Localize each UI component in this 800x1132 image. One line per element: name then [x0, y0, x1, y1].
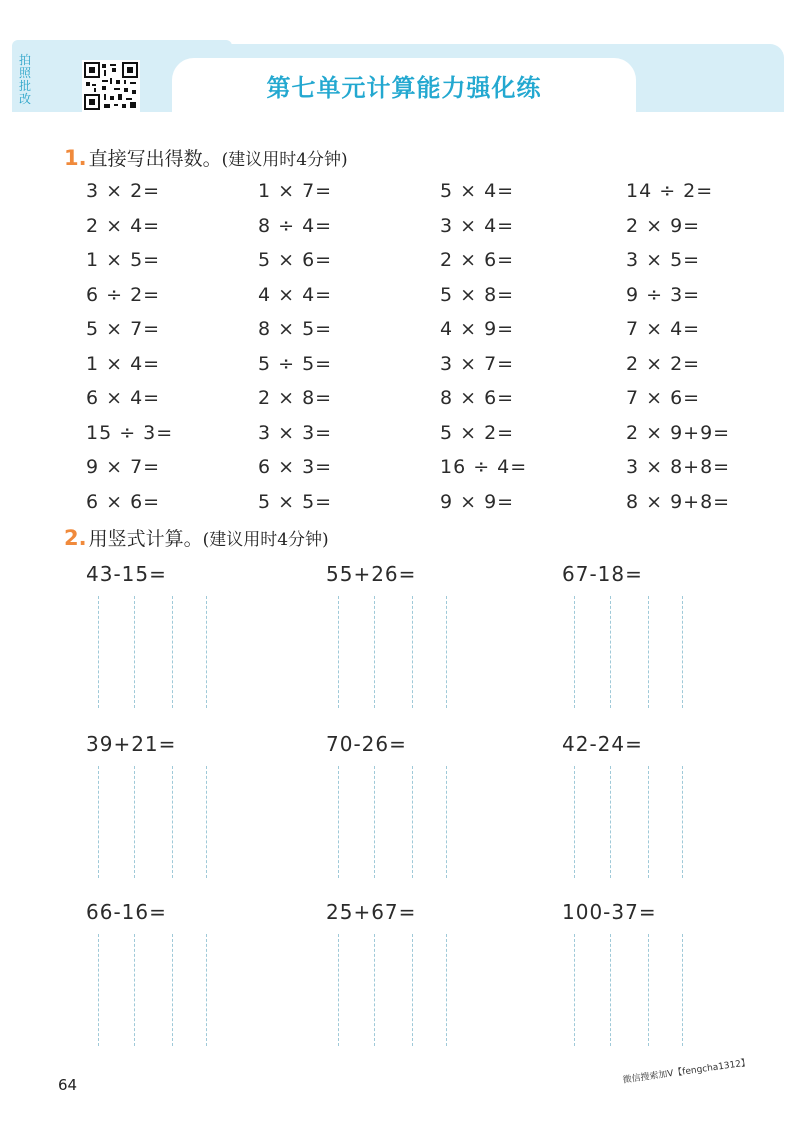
- section-1-hint: (建议用时4分钟): [221, 150, 348, 170]
- vertical-calc-problem: [562, 732, 782, 892]
- qr-side-char: 改: [18, 92, 31, 106]
- qr-code-icon[interactable]: [82, 60, 140, 112]
- oral-problem: 5 × 8=: [440, 283, 515, 306]
- oral-problem: 6 ÷ 2=: [86, 283, 161, 306]
- work-area-guides[interactable]: [574, 766, 684, 878]
- oral-problem: 8 × 9+8=: [626, 490, 731, 513]
- vertical-calc-problem: [326, 732, 546, 892]
- oral-problem: 15 ÷ 3=: [86, 421, 174, 444]
- dashed-guide-line: [446, 596, 447, 708]
- oral-problem: 3 × 5=: [626, 249, 701, 271]
- dashed-guide-line: [338, 934, 339, 1046]
- oral-problem: 5 ÷ 5=: [258, 352, 333, 375]
- oral-problem: 4 × 4=: [258, 283, 333, 306]
- dashed-guide-line: [412, 934, 413, 1046]
- page-number: 64: [58, 1076, 78, 1094]
- vertical-calc-problem: [326, 900, 546, 1060]
- work-area-guides[interactable]: [574, 596, 684, 708]
- oral-problem: 5 × 2=: [440, 421, 515, 444]
- oral-problem: 9 ÷ 3=: [626, 283, 701, 306]
- vertical-calc-expression: 43-15=: [86, 562, 167, 586]
- section-1-label: 直接写出得数。: [88, 148, 222, 170]
- qr-code-graphic: [84, 62, 138, 110]
- dashed-guide-line: [446, 766, 447, 878]
- dashed-guide-line: [206, 766, 207, 878]
- oral-problem: 3 × 7=: [440, 352, 515, 375]
- oral-problem: 7 × 6=: [626, 387, 701, 409]
- vertical-calc-problem: [86, 900, 306, 1060]
- dashed-guide-line: [374, 766, 375, 878]
- oral-problem: 1 × 4=: [86, 352, 161, 375]
- oral-problem: 9 × 7=: [86, 456, 161, 478]
- oral-problem: 3 × 4=: [440, 214, 515, 237]
- oral-problem: 6 × 6=: [86, 490, 161, 513]
- dashed-guide-line: [134, 596, 135, 708]
- vertical-calc-expression: 55+26=: [326, 562, 417, 586]
- oral-problem: 2 × 4=: [86, 214, 161, 237]
- section-2-heading: [64, 524, 329, 551]
- oral-problem: 2 × 8=: [258, 387, 333, 409]
- oral-problem: 1 × 7=: [258, 180, 333, 202]
- vertical-calc-problem: [86, 562, 306, 722]
- dashed-guide-line: [98, 934, 99, 1046]
- work-area-guides[interactable]: [338, 766, 448, 878]
- dashed-guide-line: [412, 766, 413, 878]
- dashed-guide-line: [374, 934, 375, 1046]
- dashed-guide-line: [682, 596, 683, 708]
- dashed-guide-line: [134, 766, 135, 878]
- qr-side-char: 拍: [18, 53, 31, 67]
- dashed-guide-line: [172, 596, 173, 708]
- oral-problem: 16 ÷ 4=: [440, 456, 528, 478]
- dashed-guide-line: [682, 934, 683, 1046]
- vertical-calc-problem: [326, 562, 546, 722]
- dashed-guide-line: [374, 596, 375, 708]
- oral-problem: 2 × 6=: [440, 249, 515, 271]
- work-area-guides[interactable]: [574, 934, 684, 1046]
- dashed-guide-line: [412, 596, 413, 708]
- dashed-guide-line: [172, 934, 173, 1046]
- oral-calculation-grid: [86, 180, 776, 525]
- dashed-guide-line: [648, 766, 649, 878]
- oral-problem: 8 × 5=: [258, 318, 333, 340]
- oral-problem: 2 × 9+9=: [626, 421, 731, 444]
- dashed-guide-line: [98, 766, 99, 878]
- dashed-guide-line: [574, 934, 575, 1046]
- vertical-calc-expression: 100-37=: [562, 900, 657, 924]
- dashed-guide-line: [610, 766, 611, 878]
- dashed-guide-line: [574, 766, 575, 878]
- vertical-calc-expression: 25+67=: [326, 900, 417, 924]
- oral-problem: 9 × 9=: [440, 490, 515, 513]
- section-1-heading: [64, 144, 348, 171]
- dashed-guide-line: [206, 934, 207, 1046]
- oral-problem: 6 × 3=: [258, 456, 333, 478]
- oral-problem: 1 × 5=: [86, 249, 161, 271]
- dashed-guide-line: [338, 766, 339, 878]
- work-area-guides[interactable]: [98, 596, 208, 708]
- dashed-guide-line: [134, 934, 135, 1046]
- oral-problem: 5 × 5=: [258, 490, 333, 513]
- vertical-calc-expression: 67-18=: [562, 562, 643, 586]
- dashed-guide-line: [648, 596, 649, 708]
- vertical-calc-problem: [562, 562, 782, 722]
- dashed-guide-line: [610, 596, 611, 708]
- vertical-calc-expression: 42-24=: [562, 732, 643, 756]
- dashed-guide-line: [682, 766, 683, 878]
- dashed-guide-line: [338, 596, 339, 708]
- dashed-guide-line: [648, 934, 649, 1046]
- dashed-guide-line: [574, 596, 575, 708]
- dashed-guide-line: [98, 596, 99, 708]
- vertical-calc-expression: 70-26=: [326, 732, 407, 756]
- oral-problem: 8 ÷ 4=: [258, 214, 333, 237]
- work-area-guides[interactable]: [98, 766, 208, 878]
- qr-side-char: 照: [18, 66, 31, 80]
- oral-problem: 3 × 2=: [86, 180, 161, 202]
- oral-problem: 5 × 4=: [440, 180, 515, 202]
- work-area-guides[interactable]: [338, 934, 448, 1046]
- title-banner: [172, 58, 636, 112]
- oral-problem: 3 × 3=: [258, 421, 333, 444]
- oral-problem: 6 × 4=: [86, 387, 161, 409]
- section-2-number: 2.: [64, 526, 87, 550]
- section-1-number: 1.: [64, 146, 87, 170]
- page-title: 第七单元计算能力强化练: [266, 73, 542, 102]
- qr-side-char: 批: [18, 79, 31, 93]
- vertical-calc-expression: 66-16=: [86, 900, 167, 924]
- dashed-guide-line: [446, 934, 447, 1046]
- oral-problem: 5 × 6=: [258, 249, 333, 271]
- oral-problem: 7 × 4=: [626, 318, 701, 340]
- oral-problem: 2 × 2=: [626, 352, 701, 375]
- dashed-guide-line: [172, 766, 173, 878]
- watermark-text: 微信搜索加V【fengcha1312】: [622, 1058, 751, 1086]
- vertical-calc-problem: [86, 732, 306, 892]
- work-area-guides[interactable]: [338, 596, 448, 708]
- dashed-guide-line: [206, 596, 207, 708]
- section-2-label: 用竖式计算。: [88, 528, 203, 550]
- qr-side-label: [16, 54, 34, 106]
- vertical-calc-expression: 39+21=: [86, 732, 177, 756]
- work-area-guides[interactable]: [98, 934, 208, 1046]
- oral-problem: 5 × 7=: [86, 318, 161, 340]
- dashed-guide-line: [610, 934, 611, 1046]
- vertical-calc-problem: [562, 900, 782, 1060]
- oral-problem: 4 × 9=: [440, 318, 515, 340]
- oral-problem: 14 ÷ 2=: [626, 180, 714, 202]
- oral-problem: 3 × 8+8=: [626, 456, 731, 478]
- oral-problem: 2 × 9=: [626, 214, 701, 237]
- section-2-hint: (建议用时4分钟): [202, 530, 329, 550]
- oral-problem: 8 × 6=: [440, 387, 515, 409]
